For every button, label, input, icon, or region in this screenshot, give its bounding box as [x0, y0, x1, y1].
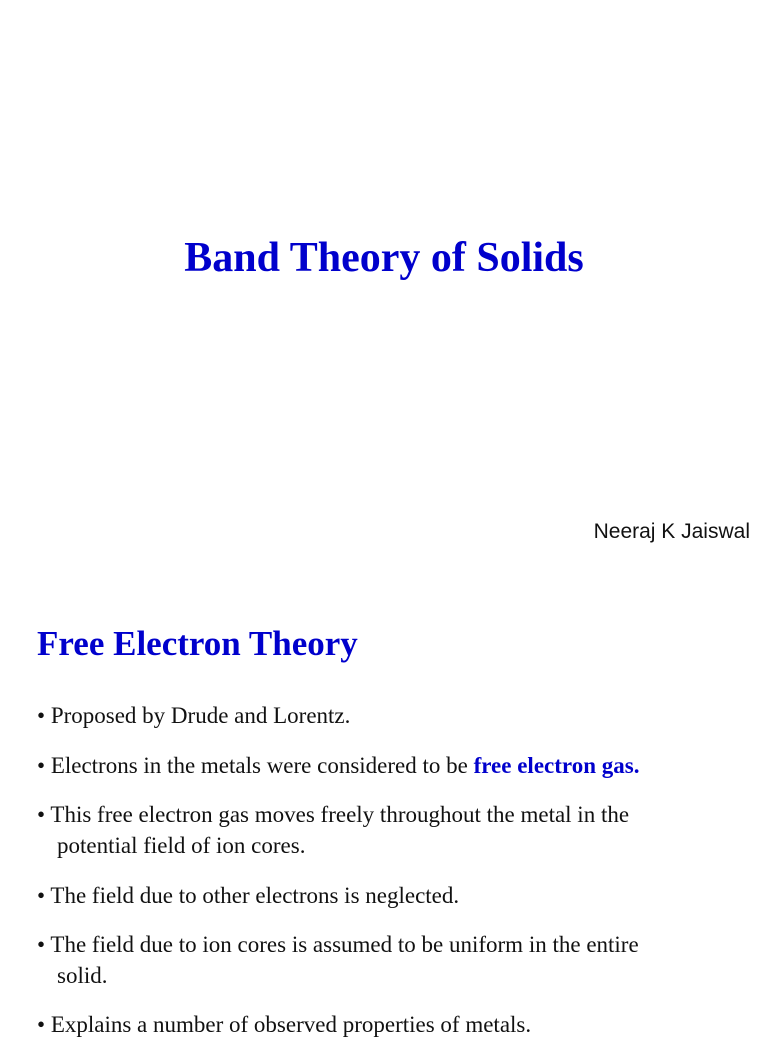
bullet-marker: • [37, 883, 46, 908]
highlighted-term: free electron gas. [473, 753, 640, 778]
bullet-marker: • [37, 802, 46, 827]
bullet-item [37, 799, 757, 861]
bullet-text: The field due to ion cores is assumed to be uniform in the entire [50, 932, 639, 957]
bullet-text: This free electron gas moves freely throughout the metal in the [50, 802, 630, 827]
bullet-item [37, 1009, 757, 1040]
bullet-item [37, 700, 757, 731]
author-name: Neeraj K Jaiswal [593, 520, 750, 543]
bullet-item [37, 880, 757, 911]
bullet-marker: • [37, 753, 46, 778]
bullet-text: Electrons in the metals were considered to be [50, 753, 474, 778]
bullet-marker: • [37, 1012, 46, 1037]
slide-title: Band Theory of Solids [184, 235, 584, 281]
bullet-item [37, 750, 757, 781]
bullet-text: Proposed by Drude and Lorentz. [50, 703, 351, 728]
bullet-marker: • [37, 932, 46, 957]
bullet-text-continuation: solid. [57, 963, 108, 988]
bullet-marker: • [37, 703, 46, 728]
bullet-item [37, 929, 757, 991]
bullet-text: The field due to other electrons is neglected. [50, 883, 460, 908]
bullet-text-continuation: potential field of ion cores. [57, 833, 306, 858]
bullet-text: Explains a number of observed properties of metals. [50, 1012, 532, 1037]
section-title: Free Electron Theory [37, 624, 358, 663]
